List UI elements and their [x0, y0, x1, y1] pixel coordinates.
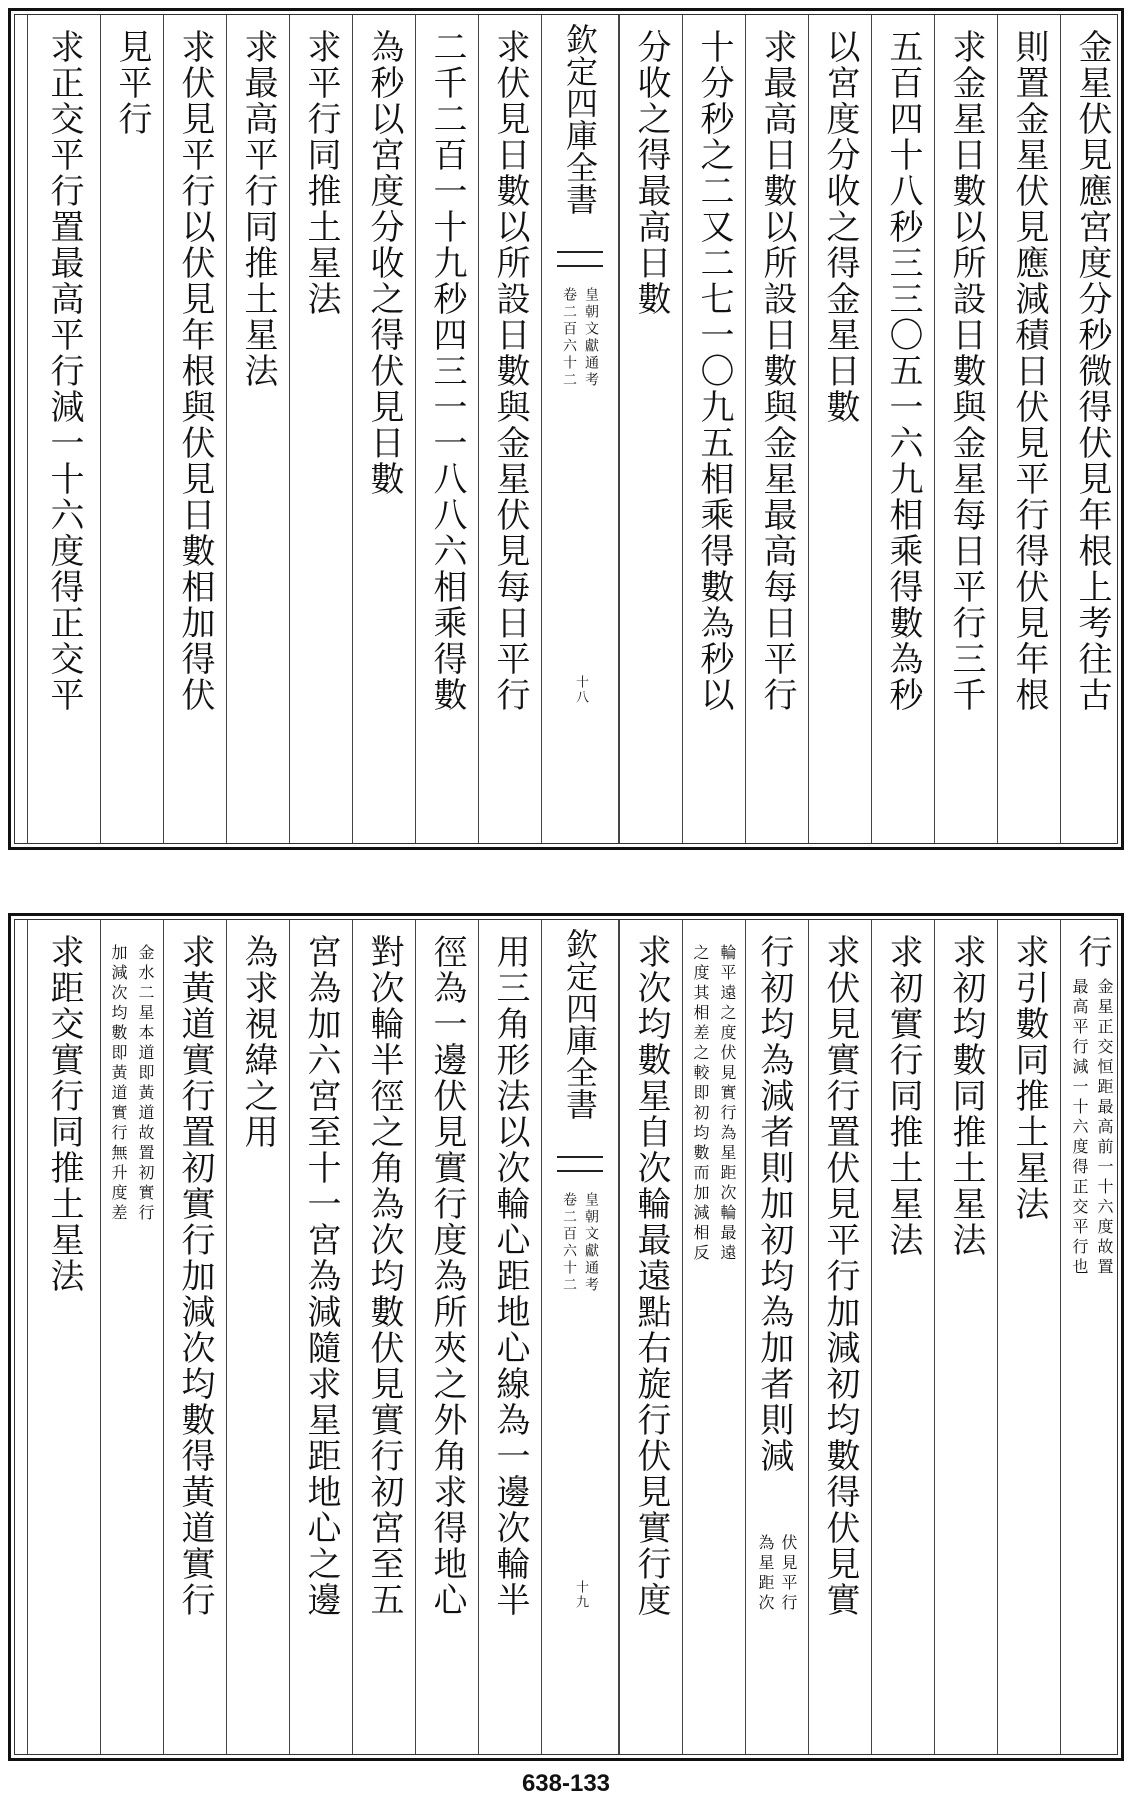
annotation-line: 輪平遠之度伏見實行為星距次輪最遠 [718, 944, 737, 1264]
column-text: 求伏見實行置伏見平行加減初均數得伏見實 [820, 934, 860, 1618]
column-text: 見平行 [112, 29, 152, 137]
annotation-line: 金星正交恒距最高前一十六度故置 [1095, 978, 1114, 1278]
text-column [478, 920, 541, 1754]
column-text: 求初實行同推土星法 [883, 934, 923, 1258]
spine-page-number: 十九 [573, 1580, 588, 1610]
fish-tail-mark [557, 1156, 603, 1172]
column-text: 以宮度分收之得金星日數 [820, 29, 860, 425]
column-text: 求伏見日數以所設日數與金星伏見每日平行 [490, 29, 530, 713]
annotation-line: 伏見平行 [779, 1534, 798, 1614]
text-column [682, 920, 745, 1754]
spine-book-title: 皇朝文獻通考 [583, 1192, 599, 1294]
text-column [808, 15, 871, 843]
text-column [478, 15, 541, 843]
text-column [745, 15, 808, 843]
text-column [682, 15, 745, 843]
annotation-line: 為星距次 [756, 1534, 775, 1614]
text-column [871, 15, 934, 843]
text-column [1060, 920, 1123, 1754]
column-text: 求距交實行同推土星法 [44, 934, 84, 1294]
text-column [352, 920, 415, 1754]
spine-column [541, 920, 619, 1754]
column-text: 求最高平行同推土星法 [238, 29, 278, 389]
top-page-frame [8, 8, 1124, 850]
text-column [619, 920, 682, 1754]
text-column [100, 15, 163, 843]
text-column [997, 920, 1060, 1754]
column-text: 宮為加六宮至十一宮為減隨求星距地心之邊 [301, 934, 341, 1618]
annotation-line: 加減次均數即黃道實行無升度差 [109, 944, 128, 1224]
text-column [745, 920, 808, 1754]
column-text: 求伏見平行以伏見年根與伏見日數相加得伏 [175, 29, 215, 713]
column-text: 對次輪半徑之角為次均數伏見實行初宮至五 [364, 934, 404, 1618]
bottom-page-frame [8, 913, 1124, 1761]
text-column [226, 15, 289, 843]
column-text: 求金星日數以所設日數與金星每日平行三千 [946, 29, 986, 713]
text-column [934, 920, 997, 1754]
column-text: 求引數同推土星法 [1009, 934, 1049, 1222]
column-text: 徑為一邊伏見實行度為所夾之外角求得地心 [427, 934, 467, 1618]
text-column [619, 15, 682, 843]
column-text: 五百四十八秒三三〇五一六九相乘得數為秒 [883, 29, 923, 713]
text-column [289, 15, 352, 843]
column-text: 行 [1072, 934, 1112, 970]
column-text: 求最高日數以所設日數與金星最高每日平行 [757, 29, 797, 713]
text-column [163, 15, 226, 843]
text-column [808, 920, 871, 1754]
column-text: 求正交平行置最高平行減一十六度得正交平 [44, 29, 84, 713]
spine-volume: 卷二百六十二 [561, 287, 577, 389]
text-column [415, 920, 478, 1754]
bottom-page [0, 905, 1132, 1765]
spine-title: 欽定四庫全書 [561, 928, 599, 1120]
text-column [1060, 15, 1123, 843]
text-column [289, 920, 352, 1754]
annotation-line: 之度其相差之較即初均數而加減相反 [691, 944, 710, 1264]
column-text: 求黃道實行置初實行加減次均數得黃道實行 [175, 934, 215, 1618]
spine-book-title: 皇朝文獻通考 [583, 287, 599, 389]
text-column [997, 15, 1060, 843]
column-text: 為秒以宮度分收之得伏見日數 [364, 29, 404, 497]
text-column [871, 920, 934, 1754]
text-column [100, 920, 163, 1754]
column-text: 十分秒之二又二七一〇九五相乘得數為秒以 [694, 29, 734, 713]
spine-column [541, 15, 619, 843]
text-column [27, 920, 100, 1754]
text-column [415, 15, 478, 843]
text-column [27, 15, 100, 843]
bottom-columns [15, 920, 1117, 1754]
text-column [934, 15, 997, 843]
spine-title: 欽定四庫全書 [561, 23, 599, 215]
column-text: 求次均數星自次輪最遠點右旋行伏見實行度 [631, 934, 671, 1618]
column-text: 分收之得最高日數 [631, 29, 671, 317]
fish-tail-mark [557, 251, 603, 267]
column-text: 用三角形法以次輪心距地心線為一邊次輪半 [490, 934, 530, 1618]
annotation-line: 最高平行減一十六度得正交平行也 [1070, 978, 1089, 1278]
text-column [163, 920, 226, 1754]
spine-page-number: 十八 [573, 675, 588, 705]
column-text: 為求視緯之用 [238, 934, 278, 1150]
text-column [352, 15, 415, 843]
top-page [0, 0, 1132, 860]
page-footer-label: 638-133 [521, 1770, 611, 1797]
column-text: 則置金星伏見應減積日伏見平行得伏見年根 [1009, 29, 1049, 713]
text-column [226, 920, 289, 1754]
annotation-line: 金水二星本道即黃道故置初實行 [136, 944, 155, 1224]
column-text: 二千二百一十九秒四三一一八八六相乘得數 [427, 29, 467, 713]
top-columns [15, 15, 1117, 843]
column-text: 行初均為減者則加初均為加者則減 [753, 934, 794, 1474]
column-text: 求初均數同推土星法 [946, 934, 986, 1258]
spine-volume: 卷二百六十二 [561, 1192, 577, 1294]
column-text: 求平行同推土星法 [301, 29, 341, 317]
column-text: 金星伏見應宮度分秒微得伏見年根上考往古 [1072, 29, 1112, 713]
